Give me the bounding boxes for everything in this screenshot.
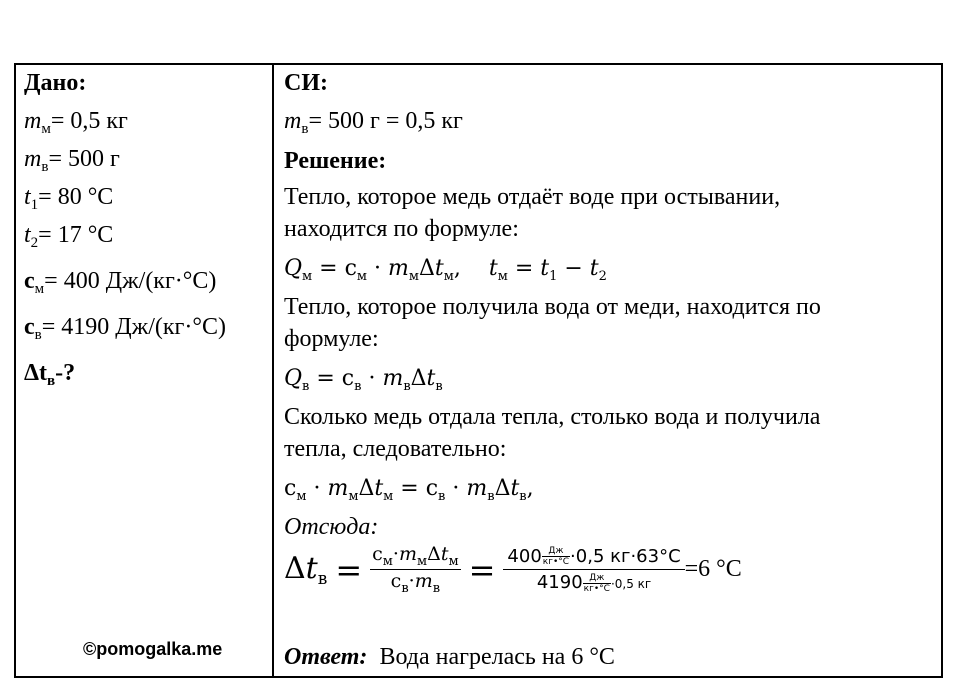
formula-final: $\Delta t_в$ = $\frac{c_м\cdot m_м\Delta t_м}{c_в\cdot m_в}$ = 400 Дж кг•°С ·0,5 кг·63°С 4190 Дж кг•°С ·0,5 кг =6 °С <box>284 543 742 596</box>
given-mass-water: $m_в= 500$ г <box>24 146 120 175</box>
hence-label: Отсюда: <box>284 514 379 540</box>
given-column <box>16 65 274 676</box>
solution-header: Решение: <box>284 148 387 174</box>
given-temp-initial: $t_1= 80$ °С <box>24 184 114 213</box>
paragraph-3-line-1: Сколько медь отдала тепла, столько вода и получила <box>284 404 821 430</box>
formula-heat-copper: $Q_м = c_м \cdot m_м\Delta t_м$, $t_м = t_1 - t_2$ <box>284 256 607 284</box>
answer-text: Вода нагрелась на 6 °С <box>379 644 615 670</box>
si-header: СИ: <box>284 70 328 96</box>
given-header: Дано: <box>24 70 87 96</box>
formula-heat-balance: $c_м \cdot m_м\Delta t_м = c_в \cdot m_в\Delta t_в$, <box>284 476 534 504</box>
given-temp-final: $t_2= 17$ °С <box>24 222 114 251</box>
watermark: ©pomogalka.me <box>83 639 223 659</box>
answer-label: Ответ: <box>284 644 368 670</box>
si-conversion: $m_в= 500$ г = 0,5 кг <box>284 108 463 137</box>
result-value: =6 °С <box>684 556 742 582</box>
paragraph-1-line-2: находится по формуле: <box>284 216 519 242</box>
given-heat-copper: $c_м= 400$ Дж/(кг·°С) <box>24 268 217 297</box>
formula-heat-water: $Q_в = c_в \cdot m_в\Delta t_в$ <box>284 366 443 394</box>
solution-table <box>14 63 943 678</box>
paragraph-2-line-1: Тепло, которое получила вода от меди, находится по <box>284 294 821 320</box>
solution-column <box>274 65 941 676</box>
fraction-symbolic: $\frac{c_м\cdot m_м\Delta t_м}{c_в\cdot m_в}$ <box>372 543 459 596</box>
paragraph-3-line-2: тепла, следовательно: <box>284 436 507 462</box>
paragraph-1-line-1: Тепло, которое медь отдаёт воде при остывании, <box>284 184 781 210</box>
given-find: $\Delta t_в-$? <box>24 360 76 389</box>
given-heat-water: $c_в= 4190$ Дж/(кг·°С) <box>24 314 226 343</box>
answer-line <box>284 643 615 671</box>
given-mass-copper: $m_м= 0,5$ кг <box>24 108 128 137</box>
paragraph-2-line-2: формуле: <box>284 326 379 352</box>
fraction-numeric: 400 Дж кг•°С ·0,5 кг·63°С 4190 Дж кг•°С ·0,5 кг <box>503 544 684 596</box>
